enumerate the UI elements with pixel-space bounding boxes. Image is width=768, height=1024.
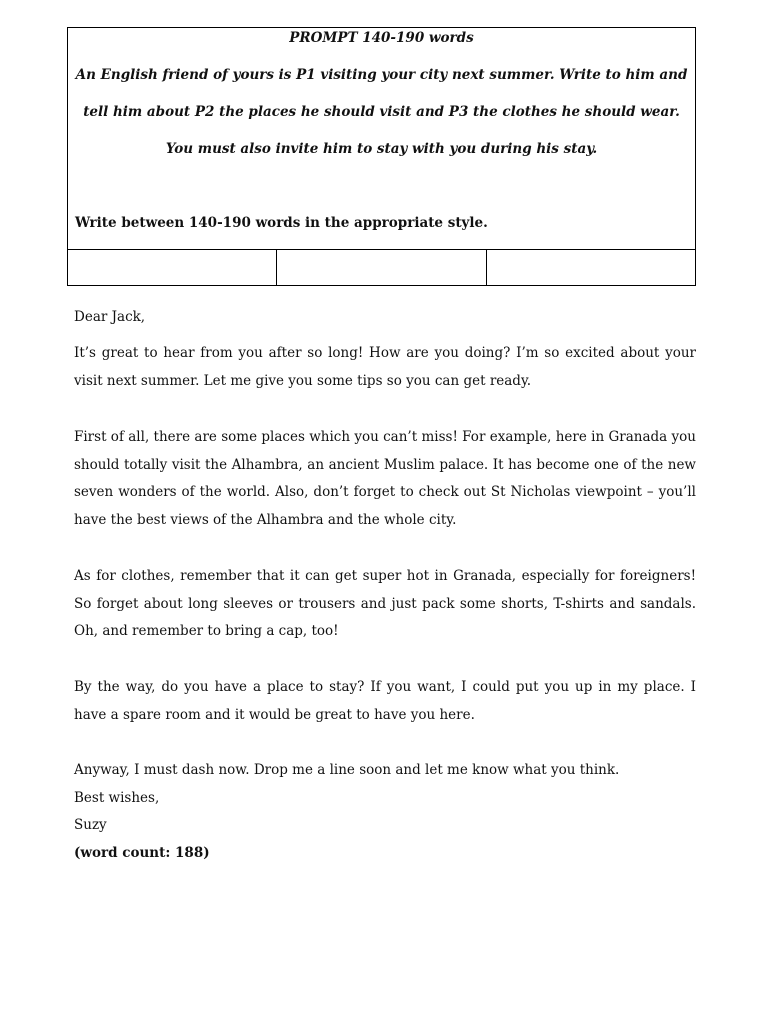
prompt-box (67, 27, 696, 286)
letter-paragraph-places (74, 424, 696, 534)
paragraph-text: First of all, there are some places which you can’t miss! For example, here in Granada you should totally visit the Alhambra, an ancient Muslim palace. It has become one of the new seven wonders of the world. Also, don’t forget to check out St Nicholas viewpoint – you’ll have the best views of the Alhambra and the whole city. (74, 429, 696, 528)
grading-cell-2 (276, 250, 485, 286)
paragraph-text: It’s great to hear from you after so long! How are you doing? I’m so excited about your visit next summer. Let me give you some tips so you can get ready. (74, 345, 696, 389)
word-count: (word count: 188) (74, 845, 210, 861)
letter-sign-off: Best wishes, (74, 790, 160, 806)
grading-cell-1 (68, 250, 276, 286)
prompt-instruction: Write between 140-190 words in the appropriate style. (75, 215, 488, 231)
grading-row (68, 250, 695, 286)
letter-paragraph-invitation (74, 674, 696, 729)
prompt-task-line-2: tell him about P2 the places he should visit and P3 the clothes he should wear. (83, 104, 680, 120)
prompt-main-cell (68, 28, 695, 250)
prompt-task-line-1: An English friend of yours is P1 visiting your city next summer. Write to him and (75, 67, 688, 83)
letter-paragraph-intro (74, 340, 696, 395)
letter-paragraph-clothes (74, 563, 696, 646)
prompt-task-line-3: You must also invite him to stay with you during his stay. (165, 141, 598, 157)
paragraph-text: As for clothes, remember that it can get super hot in Granada, especially for foreigners! So forget about long sleeves or trousers and just pack some shorts, T-shirts and sandals. Oh, and remember to bring a cap, too! (74, 568, 696, 639)
letter-closing: Anyway, I must dash now. Drop me a line soon and let me know what you think. (74, 762, 620, 778)
grading-cell-3 (486, 250, 695, 286)
paragraph-text: By the way, do you have a place to stay? If you want, I could put you up in my place. I have a spare room and it would be great to have you here. (74, 679, 696, 723)
prompt-title: PROMPT 140-190 words (289, 30, 474, 46)
letter-salutation: Dear Jack, (74, 309, 146, 325)
letter-signature: Suzy (74, 817, 107, 833)
